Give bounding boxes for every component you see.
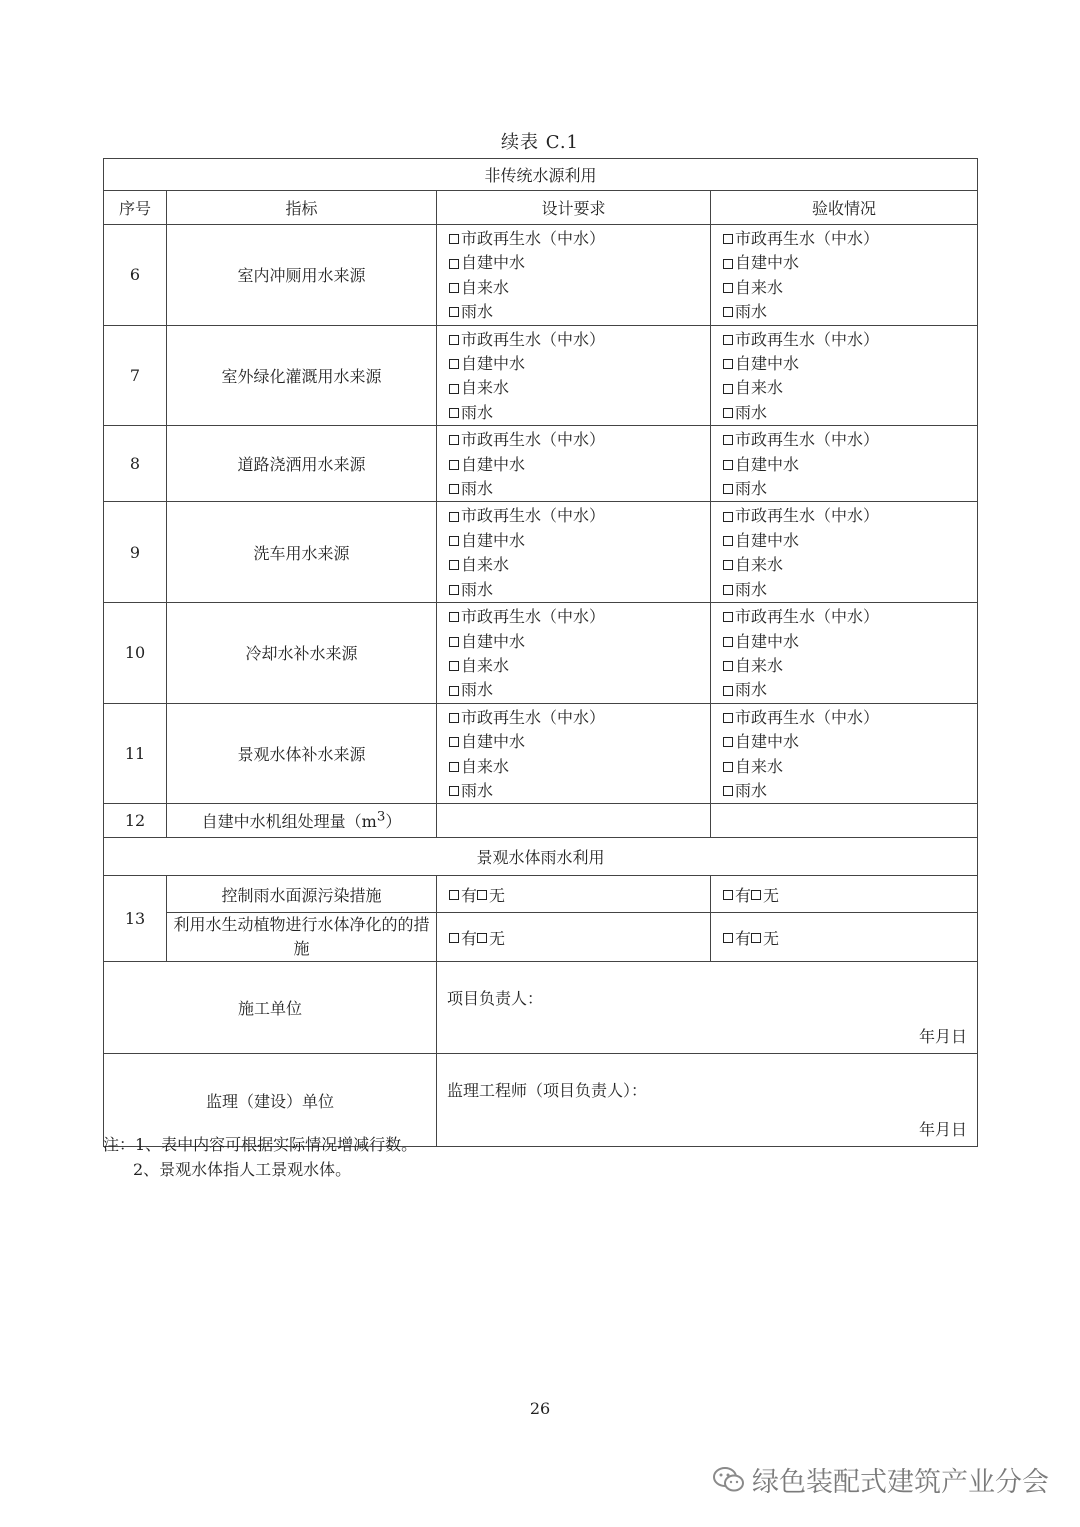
checkbox[interactable] — [449, 359, 459, 369]
option-label: 自建中水 — [735, 631, 800, 651]
row-indicator: 道路浇洒用水来源 — [167, 426, 437, 502]
col-header-indicator: 指标 — [167, 191, 437, 225]
option-item — [723, 251, 977, 275]
option-item — [723, 453, 977, 477]
design-options — [437, 225, 711, 326]
option-item — [723, 605, 977, 629]
watermark — [712, 1460, 1049, 1499]
option-label: 自建中水 — [461, 631, 526, 651]
checkbox[interactable] — [723, 786, 733, 796]
option-item — [449, 328, 710, 352]
water-source-table — [103, 158, 978, 1147]
date-label: 年月日 — [919, 1027, 968, 1047]
row-indicator: 冷却水补水来源 — [167, 603, 437, 704]
section-header-row — [104, 159, 978, 191]
option-item — [449, 251, 710, 275]
row-number: 8 — [104, 426, 167, 502]
checkbox[interactable] — [449, 335, 459, 345]
row-number: 11 — [104, 703, 167, 804]
row-number: 9 — [104, 502, 167, 603]
signatory-label: 项目负责人： — [447, 989, 544, 1009]
checkbox[interactable] — [449, 283, 459, 293]
checkbox[interactable] — [723, 259, 733, 269]
checkbox[interactable] — [449, 637, 459, 647]
checkbox[interactable] — [449, 307, 459, 317]
design-options — [437, 603, 711, 704]
note-1: 注：1、表中内容可根据实际情况增减行数。 — [103, 1135, 418, 1154]
acceptance-yes-no — [711, 913, 978, 962]
signature-area[interactable] — [437, 1054, 978, 1147]
row-number: 7 — [104, 325, 167, 426]
checkbox[interactable] — [449, 460, 459, 470]
section1-title: 非传统水源利用 — [104, 159, 978, 191]
checkbox[interactable] — [449, 713, 459, 723]
col-header-acceptance: 验收情况 — [711, 191, 978, 225]
option-item — [723, 477, 977, 501]
option-item — [723, 328, 977, 352]
option-label: 市政再生水（中水） — [735, 229, 880, 248]
table-row — [104, 804, 978, 838]
checkbox[interactable] — [723, 536, 733, 546]
row-indicator: 控制雨水面源污染措施 — [167, 876, 437, 913]
page-number: 26 — [529, 1399, 551, 1418]
checkbox[interactable] — [449, 512, 459, 522]
acceptance-options — [711, 426, 978, 502]
checkbox[interactable] — [449, 435, 459, 445]
section-header-row — [104, 838, 978, 876]
option-label: 市政再生水（中水） — [461, 329, 606, 349]
option-label: 自建中水 — [735, 354, 800, 374]
option-item — [449, 755, 710, 779]
option-item — [723, 678, 977, 702]
checkbox[interactable] — [723, 560, 733, 570]
option-label: 自建中水 — [461, 454, 526, 474]
col-header-design: 设计要求 — [437, 191, 711, 225]
option-label: 自来水 — [461, 277, 510, 297]
option-label: 雨水 — [461, 579, 494, 599]
option-label: 雨水 — [735, 302, 768, 322]
checkbox[interactable] — [723, 335, 733, 345]
option-item — [449, 529, 710, 553]
acceptance-options — [711, 603, 978, 704]
option-label: 市政再生水（中水） — [461, 607, 606, 627]
option-item — [449, 376, 710, 400]
checkbox[interactable] — [723, 713, 733, 723]
option-label: 自来水 — [461, 756, 510, 776]
option-label: 市政再生水（中水） — [461, 229, 606, 248]
option-label: 自来水 — [735, 655, 784, 675]
option-label: 市政再生水（中水） — [735, 329, 880, 349]
yes-label: 有 — [735, 928, 752, 948]
checkbox[interactable] — [449, 234, 459, 244]
option-label: 雨水 — [461, 302, 494, 322]
checkbox[interactable] — [723, 661, 733, 671]
option-item — [449, 504, 710, 528]
option-item — [449, 654, 710, 678]
note-2: 2、景观水体指人工景观水体。 — [133, 1160, 352, 1179]
checkbox[interactable] — [723, 384, 733, 394]
yes-checkbox[interactable] — [449, 890, 459, 900]
row-number: 12 — [104, 804, 167, 838]
option-label: 市政再生水（中水） — [735, 506, 880, 526]
table-row — [104, 913, 978, 962]
yes-label: 有 — [735, 885, 752, 905]
option-label: 自建中水 — [735, 253, 800, 273]
wechat-icon — [712, 1466, 746, 1494]
no-label: 无 — [489, 885, 506, 905]
option-item — [449, 453, 710, 477]
option-label: 雨水 — [461, 780, 494, 800]
watermark-text: 绿色装配式建筑产业分会 — [752, 1467, 1049, 1498]
table-row — [104, 603, 978, 704]
checkbox[interactable] — [449, 737, 459, 747]
checkbox[interactable] — [449, 612, 459, 622]
option-item — [449, 352, 710, 376]
no-checkbox[interactable] — [751, 933, 761, 943]
option-item — [449, 706, 710, 730]
option-item — [723, 376, 977, 400]
table-row — [104, 225, 978, 326]
option-item — [449, 605, 710, 629]
checkbox[interactable] — [723, 408, 733, 418]
option-item — [723, 706, 977, 730]
option-item — [723, 300, 977, 324]
option-item — [723, 227, 977, 251]
checkbox[interactable] — [723, 737, 733, 747]
option-item — [449, 428, 710, 452]
option-label: 雨水 — [461, 680, 494, 700]
no-label: 无 — [763, 885, 780, 905]
unit-label: 施工单位 — [104, 962, 437, 1054]
row-indicator: 利用水生动植物进行水体净化的的措施 — [167, 913, 437, 962]
option-item — [723, 352, 977, 376]
checkbox[interactable] — [723, 612, 733, 622]
checkbox[interactable] — [449, 786, 459, 796]
option-label: 自来水 — [461, 555, 510, 575]
option-item — [723, 504, 977, 528]
option-item — [723, 428, 977, 452]
option-label: 自来水 — [461, 378, 510, 398]
checkbox[interactable] — [723, 359, 733, 369]
option-label: 市政再生水（中水） — [735, 707, 880, 727]
acceptance-options — [711, 502, 978, 603]
option-label: 市政再生水（中水） — [461, 707, 606, 727]
option-item — [449, 678, 710, 702]
row-number: 6 — [104, 225, 167, 326]
option-label: 自建中水 — [461, 732, 526, 752]
yes-checkbox[interactable] — [723, 933, 733, 943]
option-item — [723, 578, 977, 602]
option-item — [449, 401, 710, 425]
no-label: 无 — [489, 928, 506, 948]
checkbox[interactable] — [723, 686, 733, 696]
signature-row — [104, 962, 978, 1054]
design-yes-no — [437, 913, 711, 962]
checkbox[interactable] — [449, 585, 459, 595]
table-row — [104, 876, 978, 913]
option-label: 自来水 — [461, 655, 510, 675]
table-row — [104, 502, 978, 603]
design-yes-no — [437, 876, 711, 913]
table-caption: 续表 C.1 — [500, 132, 580, 153]
option-item — [449, 553, 710, 577]
acceptance-yes-no — [711, 876, 978, 913]
checkbox[interactable] — [449, 661, 459, 671]
checkbox[interactable] — [723, 512, 733, 522]
checkbox[interactable] — [723, 435, 733, 445]
checkbox[interactable] — [723, 637, 733, 647]
row-indicator — [167, 804, 437, 838]
acceptance-options — [711, 325, 978, 426]
option-label: 自来水 — [735, 277, 784, 297]
indicator-text-end: ） — [385, 812, 402, 832]
design-options — [437, 325, 711, 426]
option-label: 雨水 — [735, 780, 768, 800]
option-item — [723, 654, 977, 678]
option-item — [449, 477, 710, 501]
option-item — [449, 300, 710, 324]
indicator-text: 自建中水机组处理量（m — [201, 812, 377, 832]
option-item — [723, 755, 977, 779]
option-label: 自建中水 — [735, 732, 800, 752]
checkbox[interactable] — [723, 585, 733, 595]
footnotes — [103, 1132, 417, 1182]
row-indicator: 室外绿化灌溉用水来源 — [167, 325, 437, 426]
col-header-no: 序号 — [104, 191, 167, 225]
option-item — [723, 779, 977, 803]
checkbox[interactable] — [449, 484, 459, 494]
no-checkbox[interactable] — [751, 890, 761, 900]
table-row — [104, 325, 978, 426]
option-item — [449, 578, 710, 602]
signatory-label: 监理工程师（项目负责人）： — [447, 1081, 648, 1101]
row-number: 13 — [104, 876, 167, 962]
design-options — [437, 426, 711, 502]
checkbox[interactable] — [449, 536, 459, 546]
yes-label: 有 — [461, 885, 478, 905]
yes-checkbox[interactable] — [723, 890, 733, 900]
acceptance-value-input[interactable] — [711, 804, 978, 838]
yes-label: 有 — [461, 928, 478, 948]
checkbox[interactable] — [723, 460, 733, 470]
table-row — [104, 426, 978, 502]
option-label: 自建中水 — [461, 354, 526, 374]
option-label: 雨水 — [735, 402, 768, 422]
checkbox[interactable] — [723, 234, 733, 244]
option-item — [723, 276, 977, 300]
table-row — [104, 703, 978, 804]
option-item — [723, 553, 977, 577]
option-item — [449, 730, 710, 754]
checkbox[interactable] — [449, 259, 459, 269]
option-label: 雨水 — [735, 479, 768, 499]
checkbox[interactable] — [449, 560, 459, 570]
checkbox[interactable] — [723, 307, 733, 317]
option-item — [723, 730, 977, 754]
no-checkbox[interactable] — [477, 933, 487, 943]
option-item — [449, 276, 710, 300]
date-label: 年月日 — [919, 1120, 968, 1140]
option-label: 市政再生水（中水） — [735, 430, 880, 450]
unit-superscript: 3 — [376, 810, 386, 826]
option-label: 自来水 — [735, 378, 784, 398]
checkbox[interactable] — [449, 686, 459, 696]
option-label: 市政再生水（中水） — [461, 506, 606, 526]
option-label: 市政再生水（中水） — [735, 607, 880, 627]
column-header-row — [104, 191, 978, 225]
option-item — [723, 401, 977, 425]
option-label: 市政再生水（中水） — [461, 430, 606, 450]
design-value-input[interactable] — [437, 804, 711, 838]
option-item — [723, 630, 977, 654]
no-label: 无 — [763, 928, 780, 948]
row-number: 10 — [104, 603, 167, 704]
option-label: 自建中水 — [735, 454, 800, 474]
checkbox[interactable] — [449, 384, 459, 394]
option-item — [723, 529, 977, 553]
option-label: 自建中水 — [461, 253, 526, 273]
row-indicator: 景观水体补水来源 — [167, 703, 437, 804]
option-label: 雨水 — [735, 579, 768, 599]
option-item — [449, 630, 710, 654]
checkbox[interactable] — [723, 283, 733, 293]
option-label: 自建中水 — [735, 530, 800, 550]
acceptance-options — [711, 703, 978, 804]
option-label: 自建中水 — [461, 530, 526, 550]
option-label: 自来水 — [735, 555, 784, 575]
checkbox[interactable] — [723, 762, 733, 772]
option-label: 自来水 — [735, 756, 784, 776]
acceptance-options — [711, 225, 978, 326]
unit-label: 监理（建设）单位 — [104, 1054, 437, 1147]
signature-area[interactable] — [437, 962, 978, 1054]
option-label: 雨水 — [461, 402, 494, 422]
checkbox[interactable] — [449, 408, 459, 418]
design-options — [437, 703, 711, 804]
row-indicator: 室内冲厕用水来源 — [167, 225, 437, 326]
option-label: 雨水 — [461, 479, 494, 499]
checkbox[interactable] — [449, 762, 459, 772]
no-checkbox[interactable] — [477, 890, 487, 900]
option-label: 雨水 — [735, 680, 768, 700]
option-item — [449, 779, 710, 803]
section2-title: 景观水体雨水利用 — [104, 838, 978, 876]
row-indicator: 洗车用水来源 — [167, 502, 437, 603]
checkbox[interactable] — [723, 484, 733, 494]
yes-checkbox[interactable] — [449, 933, 459, 943]
design-options — [437, 502, 711, 603]
option-item — [449, 227, 710, 251]
